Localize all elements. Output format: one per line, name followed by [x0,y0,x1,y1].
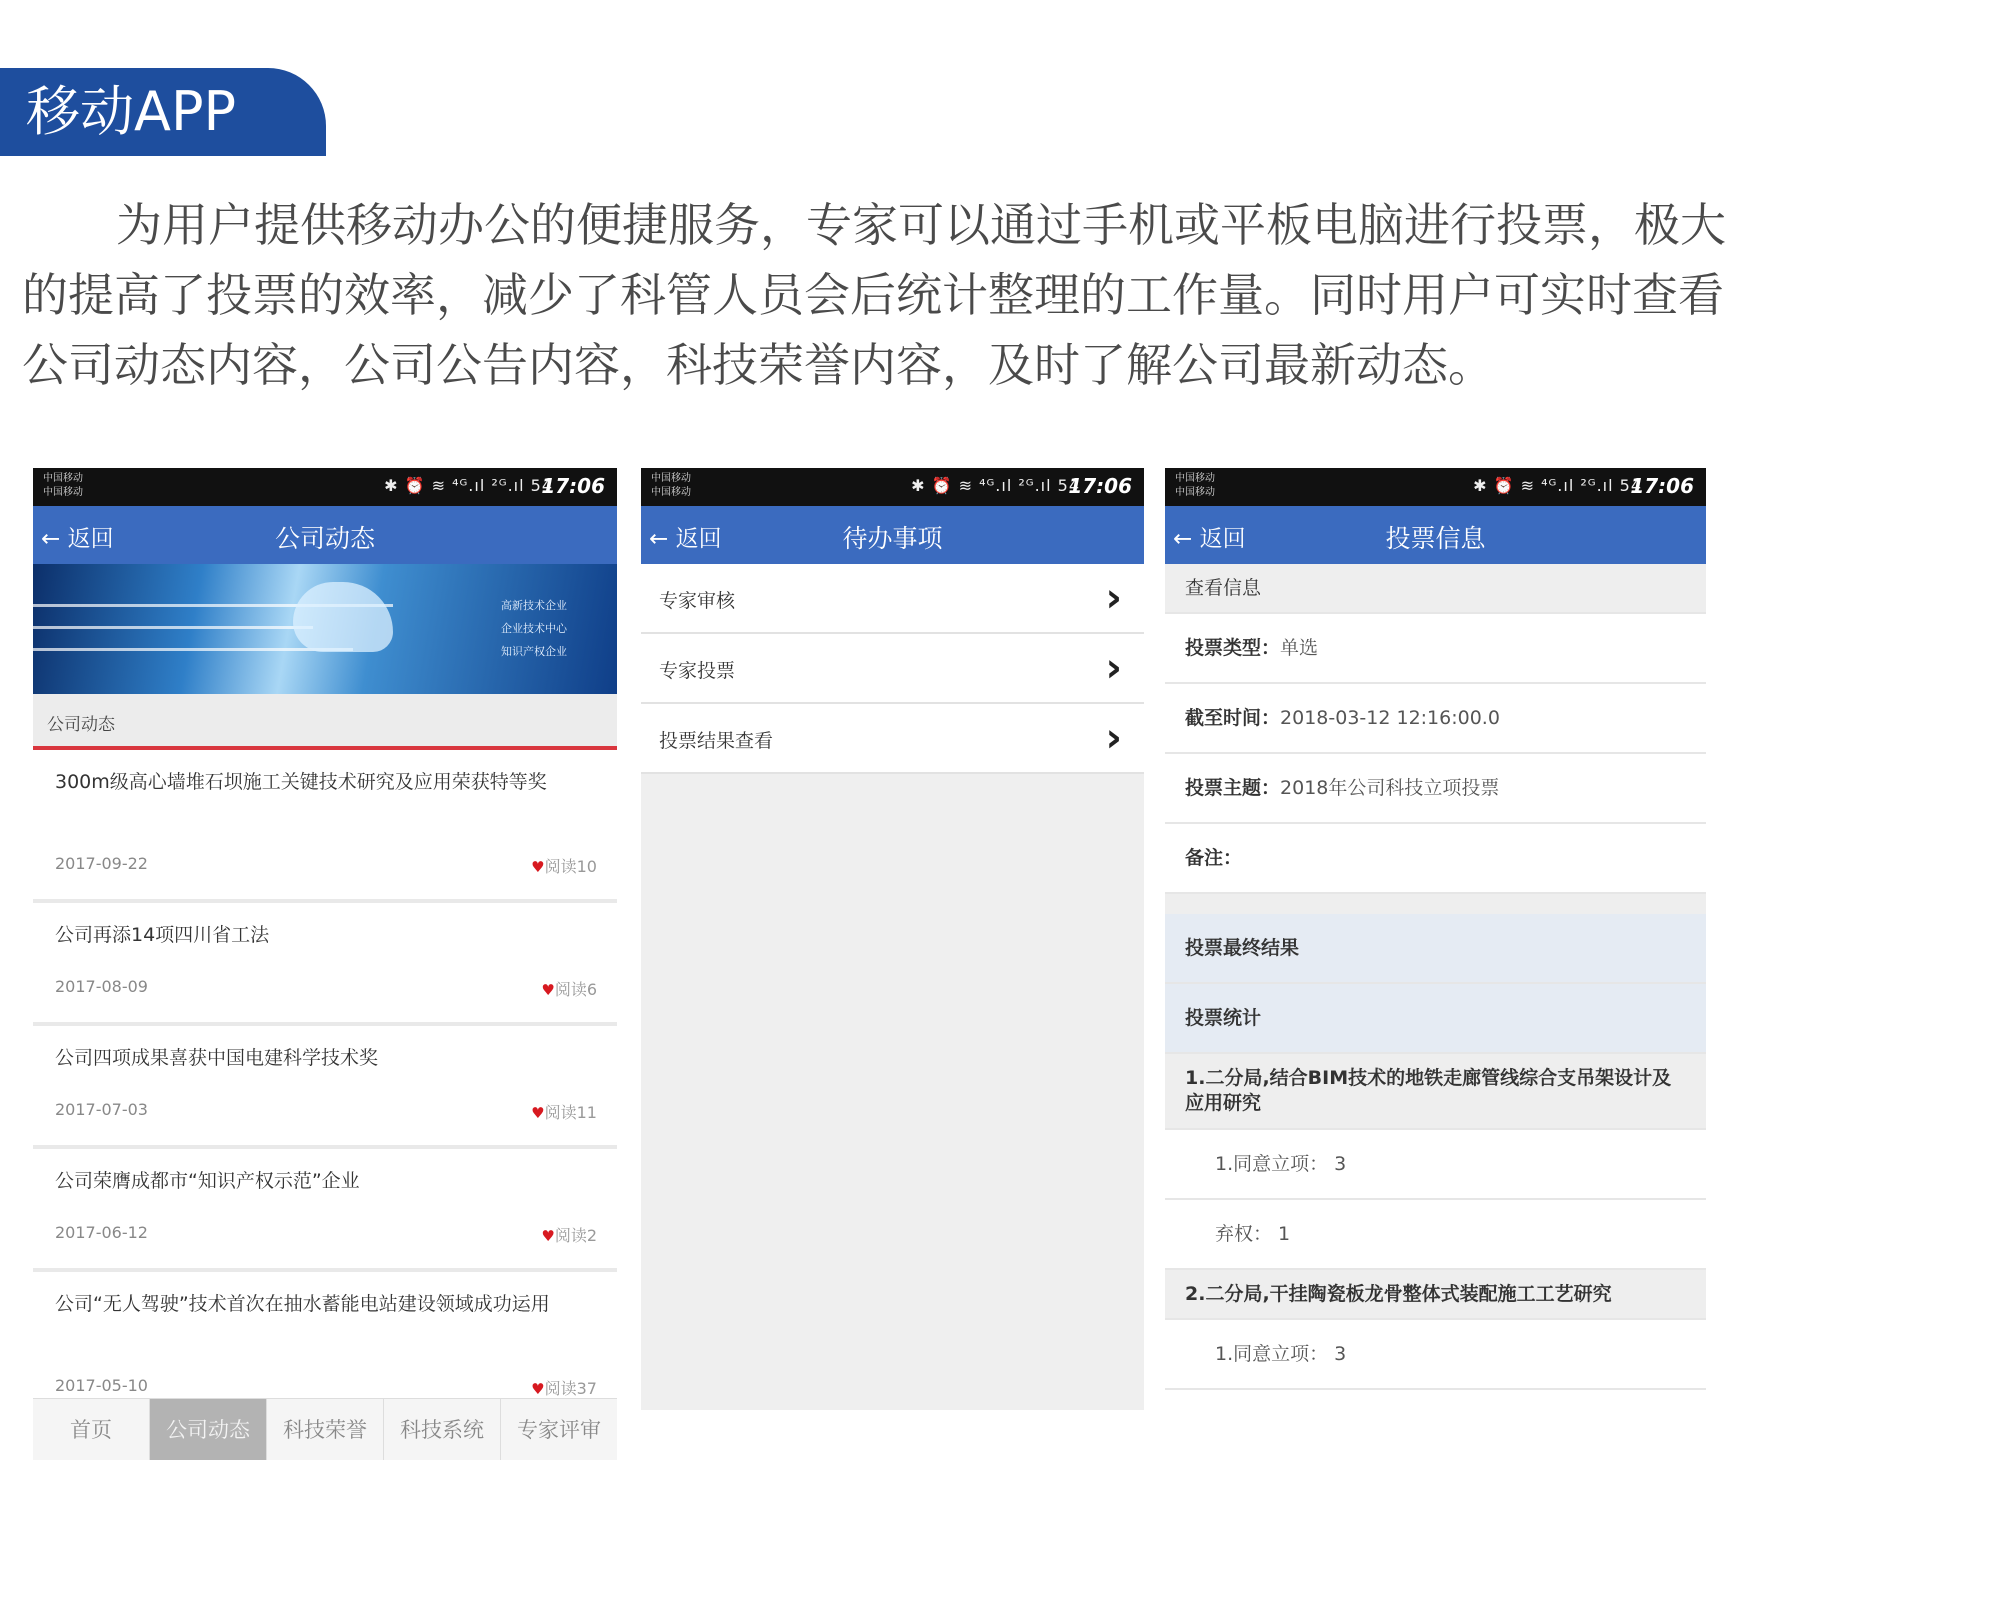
news-list [33,750,617,1432]
news-item[interactable] [33,903,617,1026]
back-button[interactable]: ← 返回 [41,526,114,552]
status-bar [641,468,1144,506]
heart-icon: ♥ [541,981,555,999]
news-title: 公司荣膺成都市“知识产权示范”企业 [55,1170,360,1192]
spacer [1165,894,1706,914]
tab-home[interactable]: 首页 [33,1399,150,1460]
heart-icon: ♥ [531,858,545,876]
banner-text: 高新技术企业 企业技术中心 知识产权企业 [501,599,567,658]
status-time: 17:06 [1068,474,1132,498]
news-item[interactable] [33,750,617,903]
tab-expert-review[interactable]: 专家评审 [517,1418,601,1442]
final-result-header: 投票最终结果 [1165,914,1706,984]
nav-title: 公司动态 [274,524,375,553]
todo-item-expert-review[interactable] [641,564,1144,634]
intro-line: 公司动态内容，公司公告内容，科技荣誉内容，及时了解公司最新动态。 [22,338,1494,392]
heart-icon: ♥ [541,1227,555,1245]
chevron-right-icon: › [1105,715,1122,761]
news-title: 公司“无人驾驶”技术首次在抽水蓄能电站建设领域成功运用 [55,1293,550,1315]
todo-label: 投票结果查看 [659,730,774,752]
banner-hand-graphic [293,582,393,652]
phone-company-news [33,468,617,1460]
todo-label: 专家审核 [659,590,736,612]
nav-title: 待办事项 [842,524,943,553]
bottom-tab-bar [33,1398,617,1460]
navbar [33,506,617,564]
chevron-right-icon: › [1105,645,1122,691]
stats-header: 投票统计 [1165,984,1706,1054]
back-button[interactable]: ← 返回 [649,526,722,552]
read-count: ♥阅读11 [531,1103,597,1122]
agree-count: 1.同意立项： 3 [1165,1320,1706,1390]
news-item[interactable] [33,1026,617,1149]
tab-tech-system[interactable]: 科技系统 [384,1399,501,1460]
tab-company-news[interactable]: 公司动态 [150,1399,267,1460]
deadline-row: 截至时间：2018-03-12 12:16:00.0 [1165,684,1706,754]
read-count: ♥阅读10 [531,857,597,876]
nav-title: 投票信息 [1385,524,1486,553]
todo-item-expert-vote[interactable] [641,634,1144,704]
topic-row: 投票主题：2018年公司科技立项投票 [1165,754,1706,824]
status-bar [33,468,617,506]
news-date: 2017-06-12 [55,1223,148,1242]
section-tab: 移动APP [0,68,326,156]
carrier-label: 中国移动 中国移动 [1175,473,1215,498]
phone-vote-info [1165,468,1706,1398]
banner-streak [33,648,353,651]
news-date: 2017-09-22 [55,854,148,873]
todo-item-vote-results[interactable] [641,704,1144,774]
carrier-label: 中国移动 中国移动 [651,473,691,498]
todo-label: 专家投票 [659,660,736,682]
status-icons: ✱ ⏰ ≋ ⁴ᴳ.ıl ²ᴳ.ıl 54 [384,476,553,495]
news-date: 2017-08-09 [55,977,148,996]
chevron-right-icon: › [1105,575,1122,621]
read-count: ♥阅读2 [541,1226,597,1245]
status-icons: ✱ ⏰ ≋ ⁴ᴳ.ıl ²ᴳ.ıl 54 [1473,476,1642,495]
news-date: 2017-05-10 [55,1376,148,1395]
tab-tech-honors[interactable]: 科技荣誉 [267,1399,384,1460]
navbar [1165,506,1706,564]
phone-todo [641,468,1144,1410]
status-time: 17:06 [1630,474,1694,498]
abstain-count: 弃权： 1 [1165,1200,1706,1270]
banner-streak [33,626,313,629]
read-count: ♥阅读6 [541,980,597,999]
news-item[interactable] [33,1149,617,1272]
news-title: 300m级高心墙堆石坝施工关键技术研究及应用荣获特等奖 [55,771,547,793]
intro-line: 为用户提供移动办公的便捷服务，专家可以通过手机或平板电脑进行投票，极大 [116,198,1726,252]
news-title: 公司再添14项四川省工法 [55,924,270,946]
status-icons: ✱ ⏰ ≋ ⁴ᴳ.ıl ²ᴳ.ıl 54 [911,476,1080,495]
back-button[interactable]: ← 返回 [1173,526,1246,552]
intro-line: 的提高了投票的效率，减少了科管人员会后统计整理的工作量。同时用户可实时查看 [22,268,1724,322]
carrier-label: 中国移动 中国移动 [43,473,83,498]
news-date: 2017-07-03 [55,1100,148,1119]
project-title: 2.二分局,干挂陶瓷板龙骨整体式装配施工工艺研究 [1165,1270,1706,1320]
status-bar [1165,468,1706,506]
navbar [641,506,1144,564]
banner-image [33,564,617,694]
heart-icon: ♥ [531,1380,545,1398]
news-title: 公司四项成果喜获中国电建科学技术奖 [55,1047,379,1069]
project-title: 1.二分局,结合BIM技术的地铁走廊管线综合支吊架设计及应用研究 [1165,1054,1706,1130]
intro-paragraph [22,190,1782,400]
heart-icon: ♥ [531,1104,545,1122]
read-count: ♥阅读37 [531,1379,597,1398]
section-header: 公司动态 [33,694,617,750]
status-time: 17:06 [541,474,605,498]
view-info-header: 查看信息 [1165,564,1706,614]
remark-row: 备注： [1165,824,1706,894]
agree-count: 1.同意立项： 3 [1165,1130,1706,1200]
vote-type-row: 投票类型：单选 [1165,614,1706,684]
